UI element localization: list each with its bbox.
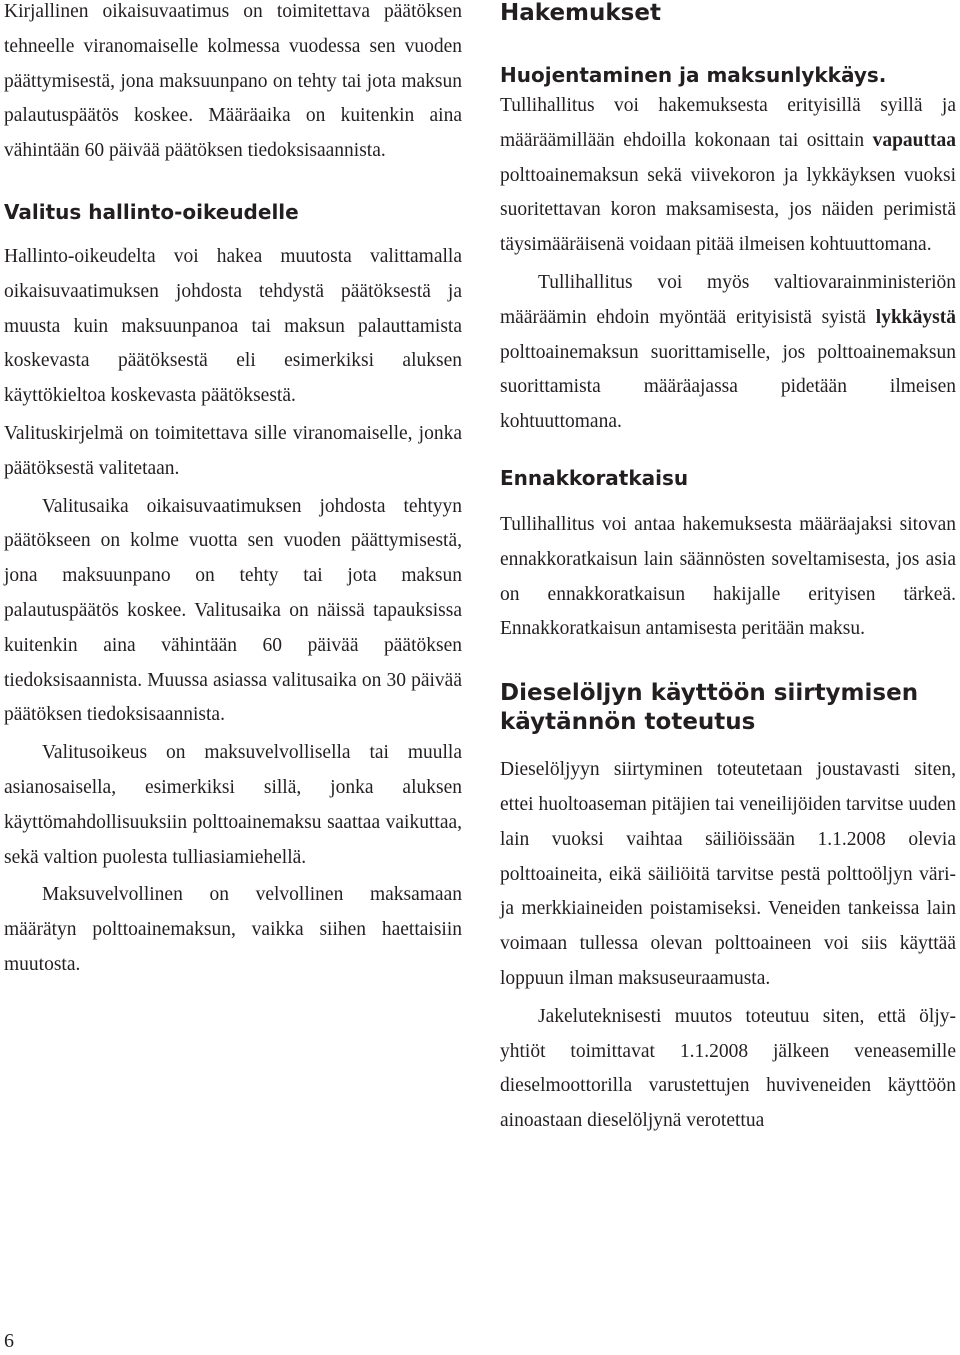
huojentaminen-paragraph-2	[500, 266, 956, 440]
huojentaminen-text-b: polttoainemaksun sekä viivekoron ja lykkäyksen vuoksi suoritettavan koron maksamisesta, jos näiden perimistä täysimääräisenä voidaan pitää ilmeisen kohtuuttomana.	[500, 164, 956, 256]
section-heading-dieselöljy: Dieselöljyn käyttöön siirtymisen käytännön toteutus	[500, 680, 919, 736]
section-heading-hakemukset: Hakemukset	[500, 0, 661, 26]
right-column	[500, 0, 956, 1139]
diesel-paragraph-1: Dieselöljyyn siirtyminen toteutetaan joustavasti siten, ettei huoltoaseman pitäjien tai veneilijöiden tarvitse uuden lain vuoksi vaihtaa säiliöissään 1.1.2008 olevia polttoaineita, eikä säiliöitä tarvitse pestä polttoöljyn väri- ja merkkiaineiden poistamiseksi. Veneiden tankeissa lain voimaan tullessa olevan polttoaineen voi siis käyttää loppuun ilman maksuseuraamusta.	[500, 759, 956, 989]
valitus-paragraph-5: Maksuvelvollinen on velvollinen maksamaan määrätyn polttoainemaksun, vaikka siihen haettaisiin muutosta.	[4, 884, 462, 975]
emphasis-vapauttaa: vapauttaa	[872, 129, 956, 151]
lykkays-text-a: Tullihallitus voi myös valtiovarainministeriön määräämin ehdoin myöntää erityisistä syistä	[500, 271, 956, 328]
valitus-paragraph-1: Hallinto-oikeudelta voi hakea muutosta valittamalla oikaisuvaatimuksen johdosta tehdystä päätöksestä ja muusta kuin maksuunpanoa tai maksun palauttamista koskevasta päätöksestä eli esimerkiksi aluksen käyttökieltoa koskevasta päätöksestä.	[4, 245, 462, 407]
valitus-paragraph-2: Valituskirjelmä on toimitettava sille viranomaiselle, jonka päätöksestä valitetaan.	[4, 422, 462, 479]
subheading-ennakkoratkaisu: Ennakkoratkaisu	[500, 465, 689, 490]
diesel-paragraph-2: Jakeluteknisesti muutos toteutuu siten, että öljy-yhtiöt toimittavat 1.1.2008 jälkeen veneasemille dieselmoottorilla varustettujen huviveneiden käyttöön ainoastaan dieselöljynä verotettua	[500, 1005, 956, 1132]
left-column	[4, 0, 462, 983]
page-number: 6	[4, 1330, 14, 1352]
ennakkoratkaisu-paragraph: Tullihallitus voi antaa hakemuksesta määräajaksi sitovan ennakkoratkaisun lain säännösten soveltamisesta, jos asia on ennakkoratkaisun hakijalle erityisen tärkeä. Ennakkoratkaisun antamisesta peritään maksu.	[500, 513, 956, 640]
huojentaminen-paragraph-1	[500, 89, 956, 263]
valitus-paragraph-3: Valitusaika oikaisuvaatimuksen johdosta tehtyyn päätökseen on kolme vuotta sen vuoden päättymisestä, jona maksuunpano on tehty tai jota maksun palautuspäätös koskee. Valitusaika on näissä tapauksissa kuitenkin aina vähintään 60 päivää päätöksen tiedoksisaannista. Muussa asiassa valitusaika on 30 päivää päätöksen tiedoksisaannista.	[4, 495, 462, 726]
intro-paragraph: Kirjallinen oikaisuvaatimus on toimitettava päätöksen tehneelle viranomaiselle kolmessa vuodessa sen vuoden päättymisestä, jona maksuunpano on tehty tai jota maksun palautuspäätös koskee. Määräaika on kuitenkin aina vähintään 60 päivää päätöksen tiedoksisaannista.	[4, 1, 462, 162]
emphasis-lykkaysta: lykkäystä	[875, 306, 956, 328]
section-heading-valitus: Valitus hallinto-oikeudelle	[4, 199, 299, 224]
huojentaminen-text-a: Tullihallitus voi hakemuksesta erityisillä syillä ja määräämillään ehdoilla kokonaan tai osittain	[500, 95, 956, 151]
valitus-paragraph-4: Valitusoikeus on maksuvelvollisella tai muulla asianosaisella, esimerkiksi sillä, jonka aluksen käyttömahdollisuuksiin polttoainemaksu saattaa vaikuttaa, sekä valtion puolesta tulliasiamiehellä.	[4, 742, 462, 868]
lykkays-text-b: polttoainemaksun suorittamiselle, jos polttoainemaksun suorittamista määräajassa pidetään ilmeisen kohtuuttomana.	[500, 341, 956, 433]
subheading-huojentaminen: Huojentaminen ja maksunlykkäys.	[500, 63, 887, 87]
